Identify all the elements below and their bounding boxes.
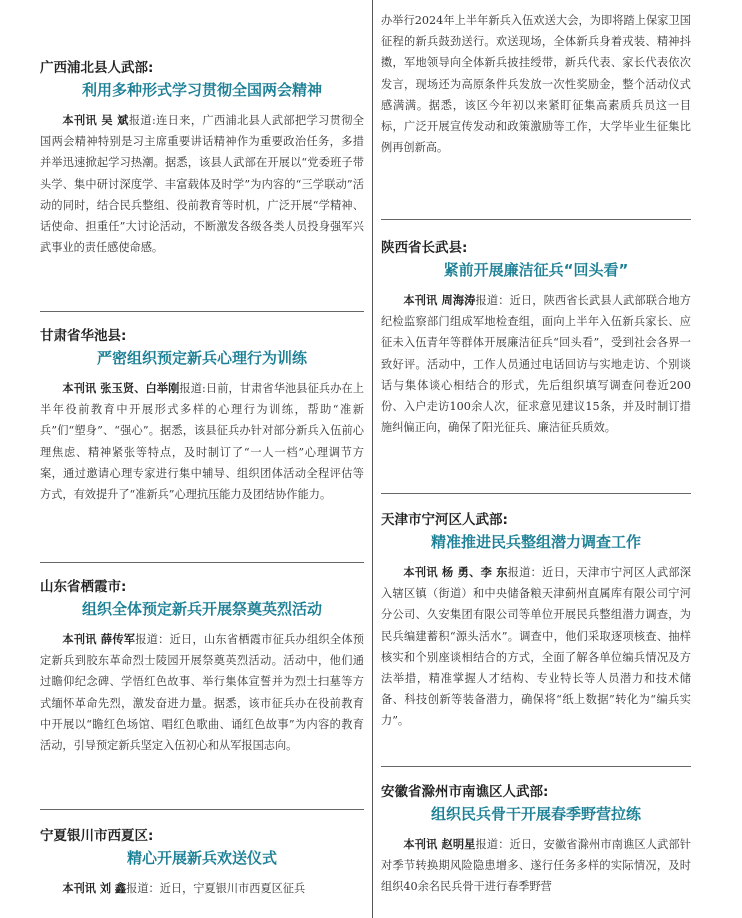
article-body (40, 378, 364, 505)
article-text: 报道：近日，陕西省长武县人武部联合地方纪检监察部门组成军地检查组，面向上半年入伍新兵家长、应征未入伍青年等群体开展廉洁征兵“回头看”，受到社会各界一致好评。活动中，工作人员通过电话回访与实地走访、个别谈话与集体谈心相结合的形式，先后组织填写调查问卷近200份、入户走访100余人次，征求意见建议15条，并及时制订措施纠偏正向，确保了阳光征兵、廉洁征兵质效。 (381, 294, 691, 435)
column-divider (372, 0, 373, 918)
article-shandong (40, 577, 364, 756)
article-headline: 严密组织预定新兵心理行为训练 (96, 349, 307, 367)
article-byline: 本刊讯 杨 勇、李 东 (403, 566, 508, 579)
article-headline: 紧前开展廉洁征兵“回头看” (443, 261, 629, 279)
article-tianjin (381, 510, 691, 732)
article-byline: 本刊讯 薛传军 (62, 633, 136, 646)
article-separator (381, 219, 691, 220)
article-body (40, 878, 364, 899)
article-headline: 组织全体预定新兵开展祭奠英烈活动 (81, 600, 322, 618)
article-byline: 本刊讯 刘 鑫 (62, 882, 127, 895)
article-headline: 利用多种形式学习贯彻全国两会精神 (81, 81, 322, 99)
article-body (381, 562, 691, 732)
article-text: 报道：近日，宁夏银川市西夏区征兵 (126, 882, 306, 895)
article-text: 报道：近日，天津市宁河区人武部深入辖区镇（街道）和中央储备粮天津蓟州直属库有限公司宁河分公司、久安集团有限公司等单位开展民兵整组潜力调查，为民兵编建蓄积“源头活水”。调查中，他们采取逐项核查、抽样核实和个别座谈相结合的方式，全面了解各单位编兵情况及方法举措，精准掌握人才结构、专业特长等人员潜力和技术储备、科技创新等装备潜力，确保将“纸上数据”转化为“编兵实力”。 (381, 566, 691, 728)
article-byline: 本刊讯 张玉贤、白举刚 (62, 382, 180, 395)
article-separator (40, 311, 364, 312)
article-separator (381, 493, 691, 494)
article-source: 山东省栖霞市: (40, 579, 127, 595)
article-ningxia (40, 826, 364, 899)
article-byline: 本刊讯 赵明星 (403, 838, 476, 851)
article-text: 报道:连日来，广西浦北县人武部把学习贯彻全国两会精神特别是习主席重要讲话精神作为重要政治任务，多措并举迅速掀起学习热潮。据悉，该县人武部在开展以“党委班子带头学、集中研讨深度学、丰富载体及时学”为内容的“三学联动”活动的同时，结合民兵整组、役前教育等时机，广泛开展“学精神、话使命、担重任”大讨论活动，不断激发各级各类人员投身强军兴武事业的责任感使命感。 (40, 114, 364, 255)
article-headline: 精准推进民兵整组潜力调查工作 (430, 533, 641, 551)
article-source: 陕西省长武县: (381, 240, 468, 256)
article-byline: 本刊讯 周海涛 (403, 294, 476, 307)
article-source: 广西浦北县人武部: (40, 60, 154, 76)
article-source: 宁夏银川市西夏区: (40, 828, 154, 844)
article-body (381, 290, 691, 438)
article-source: 安徽省滁州市南谯区人武部: (381, 784, 549, 800)
article-body (40, 629, 364, 756)
article-separator (40, 562, 364, 563)
article-text-continued: 办举行2024年上半年新兵入伍欢送大会，为即将踏上保家卫国征程的新兵鼓劲送行。欢送现场，全体新兵身着戎装、精神抖擞，军地领导向全体新兵披挂绶带，新兵代表、家长代表依次发言，现场还为高原条件兵发放一次性奖励金，整个活动仪式感满满。据悉，该区今年初以来紧盯征集高素质兵员这一目标，广泛开展宣传发动和政策激励等工作，大学毕业生征集比例再创新高。 (381, 14, 691, 155)
article-body (381, 834, 691, 898)
article-ningxia-continued (381, 10, 691, 158)
article-source: 甘肃省华池县: (40, 328, 127, 344)
article-body (40, 110, 364, 258)
article-separator (40, 809, 364, 810)
article-text: 报道：近日，山东省栖霞市征兵办组织全体预定新兵到胶东革命烈士陵园开展祭奠英烈活动。活动中，他们通过瞻仰纪念碑、学悟红色故事、举行集体宣誓并为烈士扫墓等方式缅怀革命先烈，激发奋进力量。据悉，该市征兵办在役前教育中开展以“瞻红色场馆、唱红色歌曲、诵红色故事”为内容的教育活动，引导预定新兵坚定入伍初心和从军报国志向。 (40, 633, 364, 753)
article-headline: 组织民兵骨干开展春季野营拉练 (430, 805, 641, 823)
article-shaanxi (381, 238, 691, 438)
article-text: 报道:日前，甘肃省华池县征兵办在上半年役前教育中开展形式多样的心理行为训练，帮助“准新兵”们“塑身”、“强心”。据悉，该县征兵办针对部分新兵入伍前心理焦虑、精神紧张等特点，及时制订了“一人一档”心理调节方案，通过邀请心理专家进行集中辅导、组织团体活动全程评估等方式，有效提升了“准新兵”心理抗压能力及团结协作能力。 (40, 382, 364, 502)
article-separator (381, 766, 691, 767)
article-guangxi (40, 58, 364, 258)
article-anhui (381, 782, 691, 898)
article-source: 天津市宁河区人武部: (381, 512, 508, 528)
article-byline: 本刊讯 吴 斌 (62, 114, 129, 127)
article-gansu (40, 326, 364, 505)
article-text: 报道：近日，安徽省滁州市南谯区人武部针对季节转换期风险隐患增多、遂行任务多样的实际情况，及时组织40余名民兵骨干进行春季野营 (381, 838, 691, 894)
article-headline: 精心开展新兵欢送仪式 (126, 849, 277, 867)
